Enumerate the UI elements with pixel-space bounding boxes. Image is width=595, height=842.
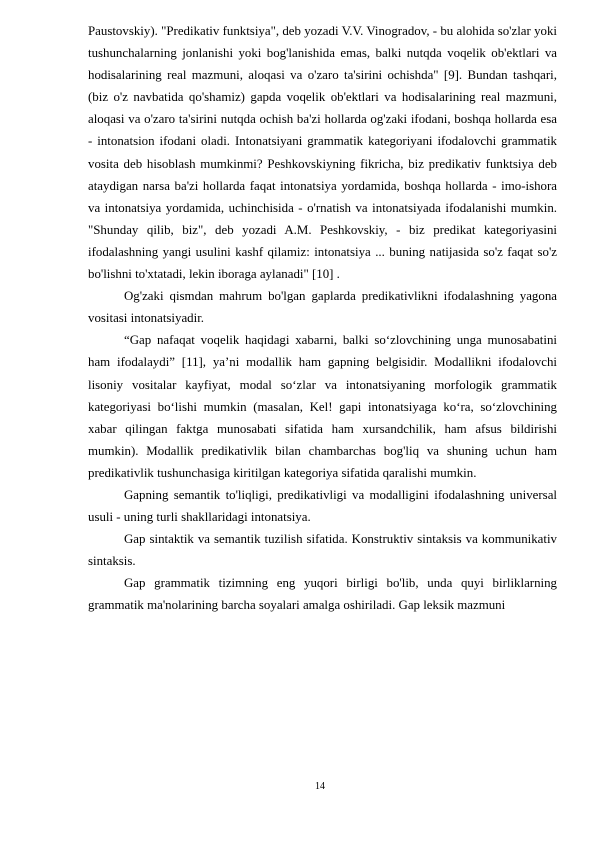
paragraph-6: Gap grammatik tizimning eng yuqori birligi bo'lib, unda quyi birliklarning grammatik ma'nolarining barcha soyalari amalga oshiriladi. Gap leksik mazmuni bbox=[88, 576, 557, 613]
paragraph-5: Gap sintaktik va semantik tuzilish sifatida. Konstruktiv sintaksis va kommunikativ sintaksis. bbox=[88, 532, 557, 569]
paragraph-1: Paustovskiy). "Predikativ funktsiya", deb yozadi V.V. Vinogradov, - bu alohida so'zlar yoki tushunchalarning jonlanishi yoki bog'lanishida emas, balki nutqda voqelik ob'ektlari va hodisalarining real mazmuni, aloqasi va o'zaro ta'sirini ochishda" [9]. Bundan tashqari, (biz o'z navbatida qo'shamiz) gapda voqelik ob'ektlari va hodisalarining real mazmuni, aloqasi va o'zaro ta'sirini nutqda ochish ba'zi hollarda og'zaki ifodani, boshqa hollarda esa - intonatsion ifodani oladi. Intonatsiyani grammatik kategoriyani ifodalovchi grammatik vosita deb hisoblash mumkinmi? Peshkovskiyning fikricha, biz predikativ funktsiya deb ataydigan narsa ba'zi hollarda faqat intonatsiya yordamida, boshqa hollarda - imo-ishora va intonatsiya yordamida, uchinchisida - o'rnatish va intonatsiyada ifodalanishi mumkin. "Shunday qilib, biz", deb yozadi A.M. Peshkovskiy, - biz predikat kategoriyasini ifodalashning yangi usulini kashf qilamiz: intonatsiya ... buning natijasida so'z faqat so'z bo'lishni to'xtatadi, lekin iboraga aylanadi" [10] . bbox=[88, 24, 557, 282]
paragraph-2: Og'zaki qismdan mahrum bo'lgan gaplarda predikativlikni ifodalashning yagona vositasi intonatsiyadir. bbox=[88, 289, 557, 326]
paragraph-3: “Gap nafaqat voqelik haqidagi xabarni, balki so‘zlovchining unga munosabatini ham ifodalaydi” [11], ya’ni modallik ham gapning belgisidir. Modallikni ifodalovchi lisoniy vositalar kayfiyat, modal so‘zlar va intonatsiyaning morfologik grammatik kategoriyasi bo‘lishi mumkin (masalan, Kel! gapi intonatsiyaga ko‘ra, so‘zlovchining xabar qilingan faktga munosabati sifatida ham xursandchilik, ham afsus bildirishi mumkin). Modallik predikativlik bilan chambarchas bog'liq va shuning uchun ham predikativlik tushunchasiga kiritilgan kategoriya sifatida qaralishi mumkin. bbox=[88, 333, 557, 480]
page-number: 14 bbox=[315, 781, 325, 792]
paragraph-4: Gapning semantik to'liqligi, predikativligi va modalligini ifodalashning universal usuli - uning turli shakllaridagi intonatsiya. bbox=[88, 487, 557, 525]
document-page bbox=[88, 20, 557, 617]
